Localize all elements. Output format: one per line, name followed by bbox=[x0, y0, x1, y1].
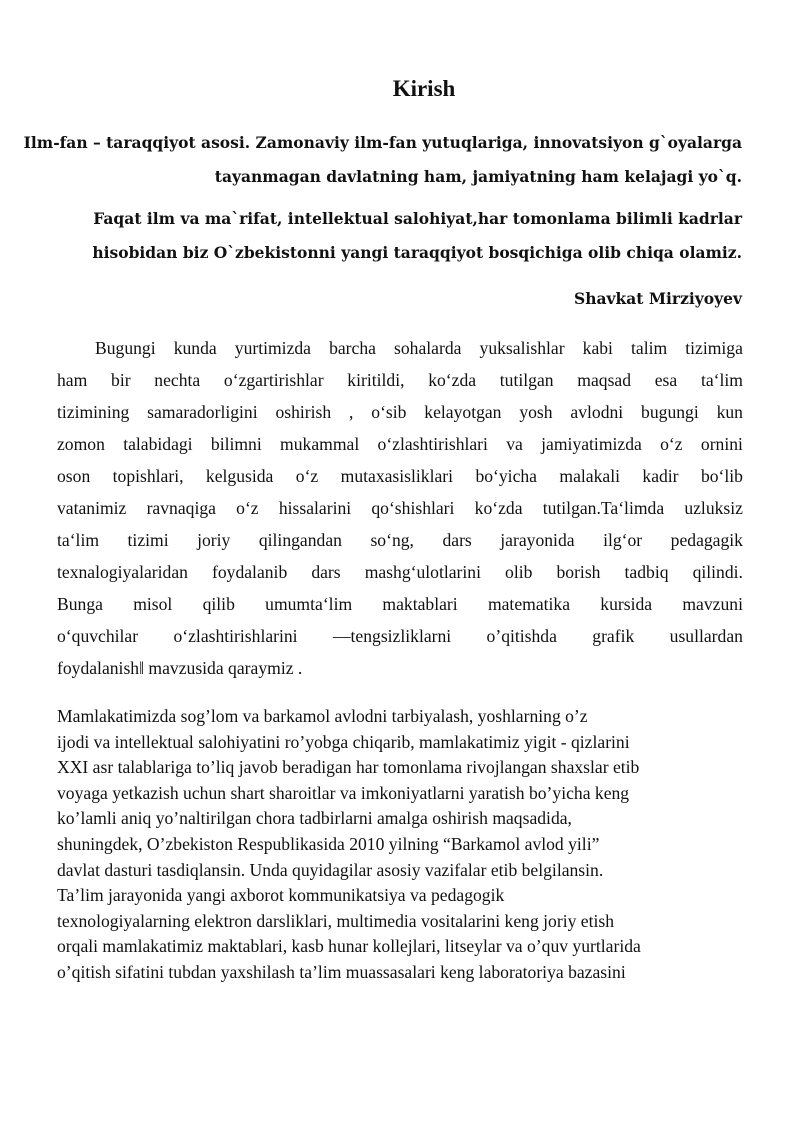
word: talim bbox=[631, 338, 668, 358]
word: mavzuni bbox=[682, 594, 743, 614]
word: esa bbox=[654, 370, 678, 390]
word: o‘quvchilar bbox=[57, 626, 139, 646]
paragraph-line bbox=[57, 364, 743, 396]
word: kabi bbox=[582, 338, 613, 358]
word: zomon bbox=[57, 434, 105, 454]
word: dars bbox=[442, 530, 472, 550]
paragraph-line bbox=[57, 428, 743, 460]
paragraph-line: orqali mamlakatimiz maktablari, kasb hunar kollejlari, litseylar va o’quv yurtlarida bbox=[57, 936, 641, 957]
word: , bbox=[349, 402, 354, 422]
epigraph-author: Shavkat Mirziyoyev bbox=[574, 289, 742, 308]
word: ta‘lim bbox=[700, 370, 743, 390]
word: yosh bbox=[519, 402, 553, 422]
word: kelgusida bbox=[205, 466, 274, 486]
paragraph-line bbox=[57, 492, 743, 524]
paragraph-line bbox=[57, 460, 743, 492]
word: o‘zgartirishlar bbox=[223, 370, 324, 390]
word: qilib bbox=[202, 594, 235, 614]
word: yuksalishlar bbox=[479, 338, 565, 358]
paragraph-line: shuningdek, O’zbekiston Respublikasida 2010 yilning “Barkamol avlod yili” bbox=[57, 834, 600, 854]
word: avlodni bbox=[570, 402, 624, 422]
word: samaradorligini bbox=[147, 402, 258, 422]
word: ―tengsizliklarni bbox=[332, 626, 452, 646]
word: barcha bbox=[329, 338, 376, 358]
word: bo‘lib bbox=[700, 466, 743, 486]
word: kun bbox=[716, 402, 743, 422]
word: Bugungi bbox=[95, 338, 156, 358]
epigraph-line-2: tayanmagan davlatning ham, jamiyatning ham kelajagi yo`q. bbox=[214, 167, 742, 186]
paragraph-line: texnologiyalarning elektron darsliklari, multimedia vositalarini keng joriy etish bbox=[57, 910, 615, 931]
word: kelayotgan bbox=[424, 402, 502, 422]
paragraph-line bbox=[57, 524, 743, 556]
paragraph-line bbox=[95, 332, 743, 364]
word: bugungi bbox=[641, 402, 699, 422]
word: tadbiq bbox=[624, 562, 669, 582]
word: ham bbox=[57, 370, 88, 390]
epigraph-line-3: Faqat ilm va ma`rifat, intellektual salohiyat,har tomonlama bilimli kadrlar bbox=[93, 209, 742, 228]
word: jarayonida bbox=[500, 530, 575, 550]
word: ornini bbox=[700, 434, 743, 454]
paragraph-line bbox=[57, 620, 743, 652]
word: pedagagik bbox=[670, 530, 743, 550]
word: yurtimizda bbox=[234, 338, 311, 358]
word: nechta bbox=[154, 370, 201, 390]
word: tizimiga bbox=[685, 338, 743, 358]
paragraph-line: XXI asr talablariga to’liq javob beradigan har tomonlama rivojlangan shaxslar etib bbox=[57, 757, 640, 778]
word: ko‘zda bbox=[428, 370, 477, 390]
word: bo‘yicha bbox=[475, 466, 537, 486]
word: hissalarini bbox=[278, 498, 352, 518]
paragraph-line bbox=[57, 588, 743, 620]
page-title: Kirish bbox=[392, 76, 456, 101]
word: vatanimiz bbox=[57, 498, 127, 518]
word: o‘z bbox=[660, 434, 683, 454]
paragraph-line bbox=[57, 396, 743, 428]
word: ta‘lim bbox=[57, 530, 100, 550]
word: uzluksiz bbox=[684, 498, 743, 518]
word: oshirish bbox=[275, 402, 332, 422]
word: olib bbox=[505, 562, 533, 582]
word: grafik bbox=[592, 626, 635, 646]
paragraph-line: davlat dasturi tasdiqlansin. Unda quyidagilar asosiy vazifalar etib belgilansin. bbox=[57, 859, 604, 880]
word: kunda bbox=[173, 338, 217, 358]
paragraph-line: ko’lamli aniq yo’naltirilgan chora tadbirlarni amalga oshirish maqsadida, bbox=[57, 808, 572, 829]
word: o‘z bbox=[236, 498, 259, 518]
word: tutilgan.Ta‘limda bbox=[542, 498, 665, 518]
word: misol bbox=[133, 594, 173, 614]
word: o‘z bbox=[295, 466, 319, 486]
word: kursida bbox=[600, 594, 653, 614]
word: foydalanib bbox=[212, 562, 288, 582]
word: maqsad bbox=[577, 370, 632, 390]
word: maktablari bbox=[382, 594, 458, 614]
paragraph-line: Mamlakatimizda sog’lom va barkamol avlodni tarbiyalash, yoshlarning o’z bbox=[57, 706, 588, 726]
word: o‘zlashtirishlarini bbox=[173, 626, 298, 646]
word: o‘zlashtirishlari bbox=[377, 434, 488, 454]
word: mukammal bbox=[280, 434, 360, 454]
word: Bunga bbox=[57, 594, 103, 614]
word: usullardan bbox=[669, 626, 743, 646]
word: so‘ng, bbox=[370, 530, 414, 550]
word: oson bbox=[57, 466, 91, 486]
word: qilingandan bbox=[258, 530, 342, 550]
epigraph-line-4: hisobidan biz O`zbekistonni yangi taraqqiyot bosqichiga olib chiqa olamiz. bbox=[92, 243, 742, 262]
word: ilg‘or bbox=[603, 530, 643, 550]
word: tizimi bbox=[127, 530, 169, 550]
word: borish bbox=[556, 562, 601, 582]
word: sohalarda bbox=[394, 338, 462, 358]
paragraph-line: Ta’lim jarayonida yangi axborot kommunikatsiya va pedagogik bbox=[57, 885, 505, 906]
paragraph-line: foydalanish‖ mavzusida qaraymiz . bbox=[57, 658, 303, 678]
paragraph-line: ijodi va intellektual salohiyatini ro’yobga chiqarib, mamlakatimiz yigit - qizlarini bbox=[57, 731, 630, 752]
epigraph-line-1: Ilm-fan – taraqqiyot asosi. Zamonaviy ilm-fan yutuqlariga, innovatsiyon g`oyalarga bbox=[23, 133, 742, 152]
word: jamiyatimizda bbox=[541, 434, 642, 454]
word: ko‘zda bbox=[474, 498, 523, 518]
paragraph-line: o’qitish sifatini tubdan yaxshilash ta’lim muassasalari keng laboratoriya bazasini bbox=[57, 962, 626, 982]
word: mutaxasisliklari bbox=[340, 466, 454, 486]
word: o’qitishda bbox=[486, 626, 557, 646]
word: joriy bbox=[197, 530, 231, 550]
word: talabidagi bbox=[123, 434, 193, 454]
paragraph-line: voyaga yetkazish uchun shart sharoitlar va imkoniyatlarni yaratish bo’yicha keng bbox=[57, 782, 630, 803]
word: va bbox=[506, 434, 523, 454]
word: o‘sib bbox=[371, 402, 407, 422]
word: umumta‘lim bbox=[265, 594, 353, 614]
word: bilimni bbox=[210, 434, 262, 454]
word: qilindi. bbox=[692, 562, 743, 582]
word: texnalogiyalaridan bbox=[57, 562, 188, 582]
word: kiritildi, bbox=[347, 370, 405, 390]
word: matematika bbox=[487, 594, 571, 614]
word: ravnaqiga bbox=[146, 498, 216, 518]
word: malakali bbox=[559, 466, 620, 486]
word: dars bbox=[311, 562, 341, 582]
word: tutilgan bbox=[499, 370, 554, 390]
word: topishlari, bbox=[112, 466, 184, 486]
word: tizimining bbox=[57, 402, 130, 422]
word: bir bbox=[111, 370, 131, 390]
word: mashg‘ulotlarini bbox=[364, 562, 481, 582]
word: kadir bbox=[642, 466, 679, 486]
word: qo‘shishlari bbox=[371, 498, 455, 518]
paragraph-line bbox=[57, 556, 743, 588]
